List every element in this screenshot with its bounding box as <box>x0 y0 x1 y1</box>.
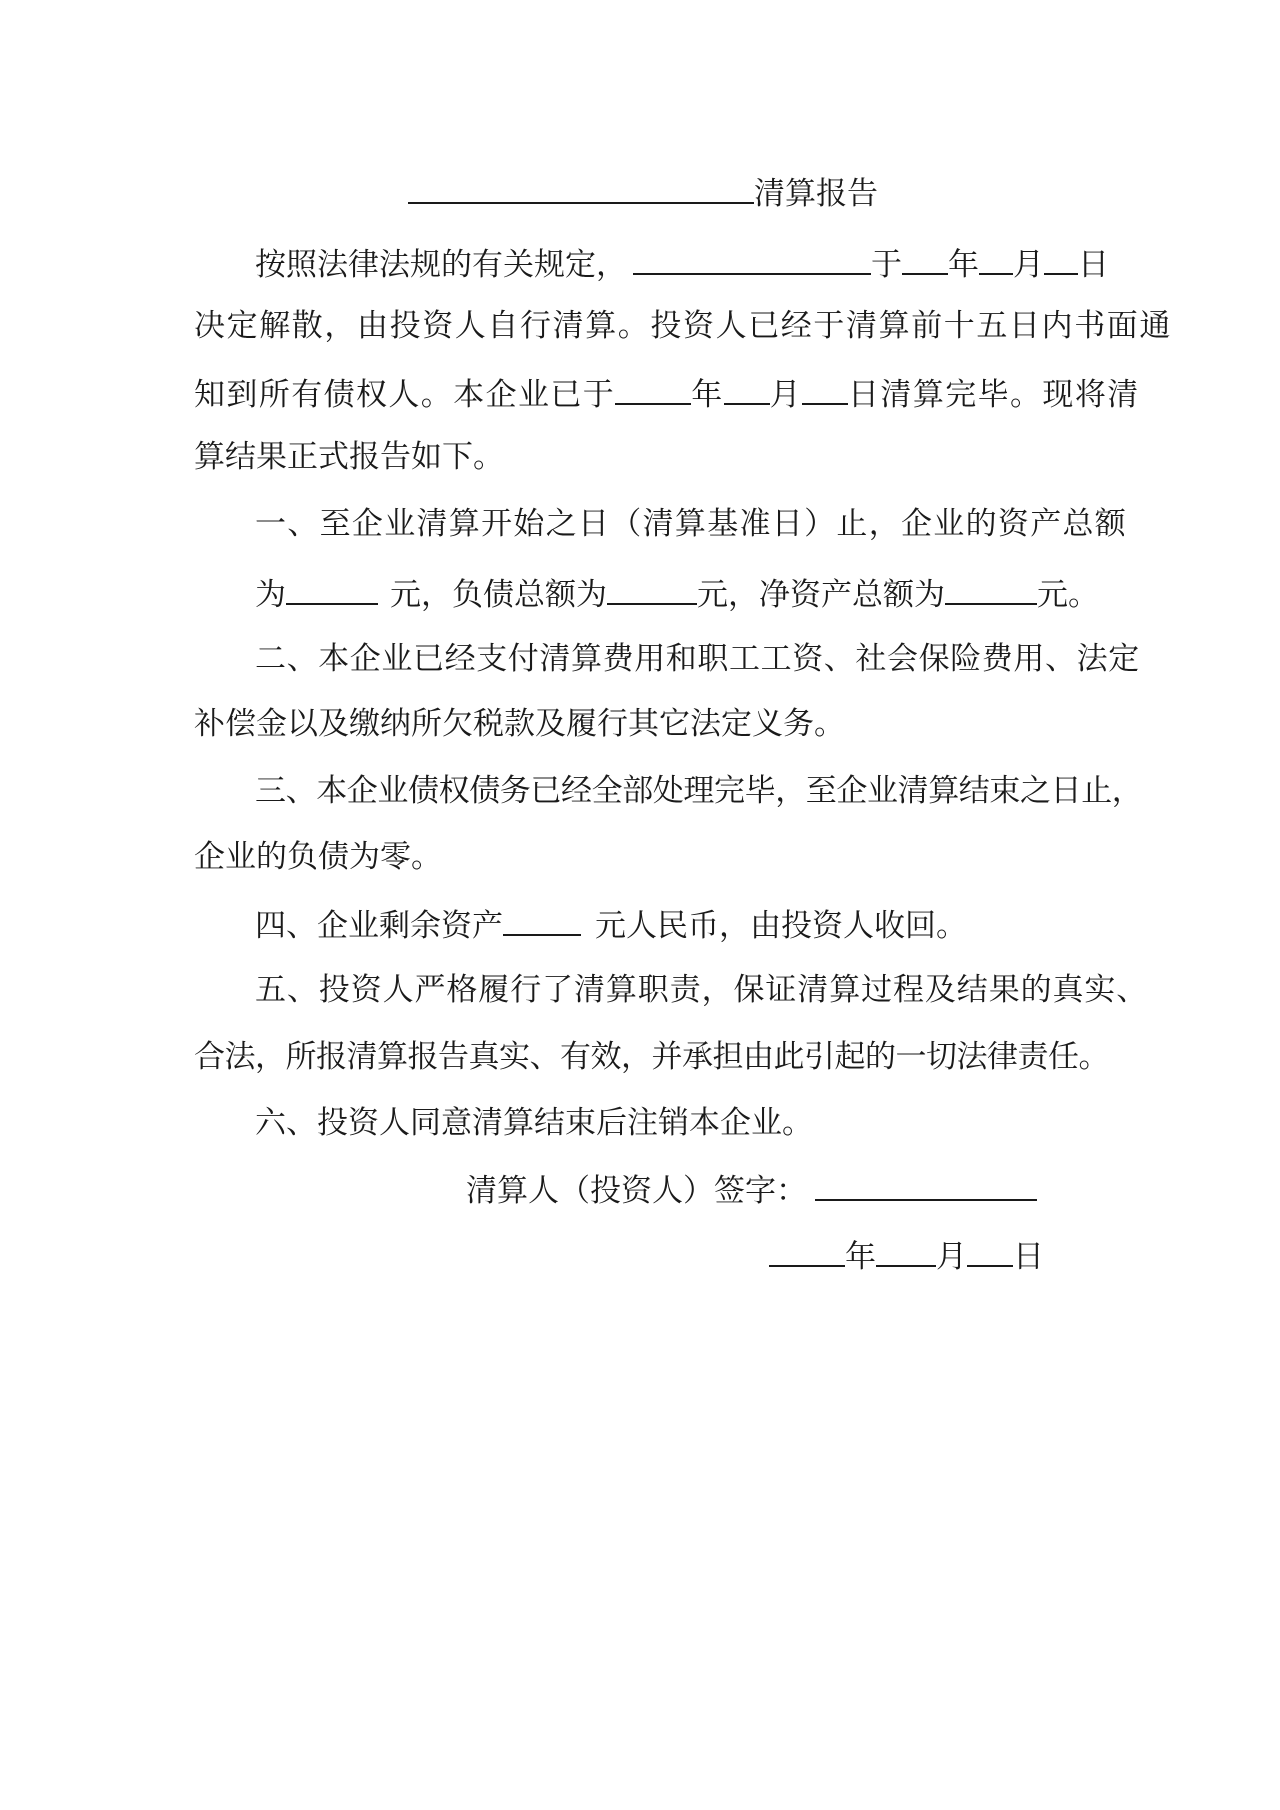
intro-line3-year: 年 <box>691 377 724 413</box>
item1-net-assets-label: 元，净资产总额为 <box>697 577 945 613</box>
page-title: 清算报告 <box>754 176 878 212</box>
remaining-assets-blank[interactable] <box>503 904 581 936</box>
intro-line3-month: 月 <box>769 377 803 413</box>
item2-line-2: 补偿金以及缴纳所欠税款及履行其它法定义务。 <box>194 706 845 742</box>
sign-year-label: 年 <box>845 1239 876 1275</box>
item5-line-1: 五、投资人严格履行了清算职责，保证清算过程及结果的真实、 <box>255 972 1149 1008</box>
item1-line-1: 一、至企业清算开始之日（清算基准日）止，企业的资产总额 <box>255 506 1128 542</box>
intro-yu: 于 <box>871 247 902 283</box>
intro-line3-start: 知到所有债权人。本企业已于 <box>194 377 616 413</box>
intro-day-label: 日 <box>1078 247 1109 283</box>
item5-line-2: 合法，所报清算报告真实、有效，并承担由此引起的一切法律责任。 <box>194 1039 1109 1075</box>
item1-liabilities-label: 元，负债总额为 <box>390 577 607 613</box>
intro-text-start: 按照法律法规的有关规定， <box>255 247 627 283</box>
item4-line <box>255 904 967 945</box>
intro-line-1 <box>255 243 1109 284</box>
company-name-blank[interactable] <box>408 172 754 204</box>
item4-end: 元人民币，由投资人收回。 <box>595 908 967 944</box>
intro-line-4: 算结果正式报告如下。 <box>194 439 504 475</box>
signature-blank[interactable] <box>815 1169 1037 1201</box>
sign-month-label: 月 <box>936 1239 967 1275</box>
signature-line <box>466 1169 1037 1210</box>
intro-line3-end: 日清算完毕。现将清 <box>848 377 1140 413</box>
sign-month-blank[interactable] <box>876 1235 936 1267</box>
item6-line: 六、投资人同意清算结束后注销本企业。 <box>255 1105 813 1141</box>
sign-day-label: 日 <box>1013 1239 1044 1275</box>
total-liabilities-blank[interactable] <box>607 573 697 605</box>
signature-date-line <box>769 1235 1044 1276</box>
intro-year-label: 年 <box>948 247 979 283</box>
intro-month-label: 月 <box>1013 247 1044 283</box>
title-line <box>408 172 878 213</box>
item4-start: 四、企业剩余资产 <box>255 908 503 944</box>
net-assets-blank[interactable] <box>945 573 1037 605</box>
complete-month-blank[interactable] <box>724 373 770 405</box>
item1-line-2 <box>255 573 1099 614</box>
company-blank[interactable] <box>633 243 871 275</box>
intro-line-2: 决定解散，由投资人自行清算。投资人已经于清算前十五日内书面通 <box>194 308 1172 344</box>
item1-wei: 为 <box>255 577 286 613</box>
dissolve-day-blank[interactable] <box>1044 243 1078 275</box>
signature-label: 清算人（投资人）签字： <box>466 1173 807 1209</box>
item3-line-1: 三、本企业债权债务已经全部处理完毕，至企业清算结束之日止， <box>255 773 1143 809</box>
item3-line-2: 企业的负债为零。 <box>194 839 442 875</box>
complete-year-blank[interactable] <box>615 373 691 405</box>
dissolve-month-blank[interactable] <box>979 243 1013 275</box>
item2-line-1: 二、本企业已经支付清算费用和职工工资、社会保险费用、法定 <box>255 641 1140 677</box>
sign-year-blank[interactable] <box>769 1235 845 1267</box>
item1-end: 元。 <box>1037 577 1099 613</box>
sign-day-blank[interactable] <box>967 1235 1013 1267</box>
total-assets-blank[interactable] <box>286 573 378 605</box>
intro-line-3 <box>194 373 1140 414</box>
dissolve-year-blank[interactable] <box>902 243 948 275</box>
complete-day-blank[interactable] <box>802 373 848 405</box>
